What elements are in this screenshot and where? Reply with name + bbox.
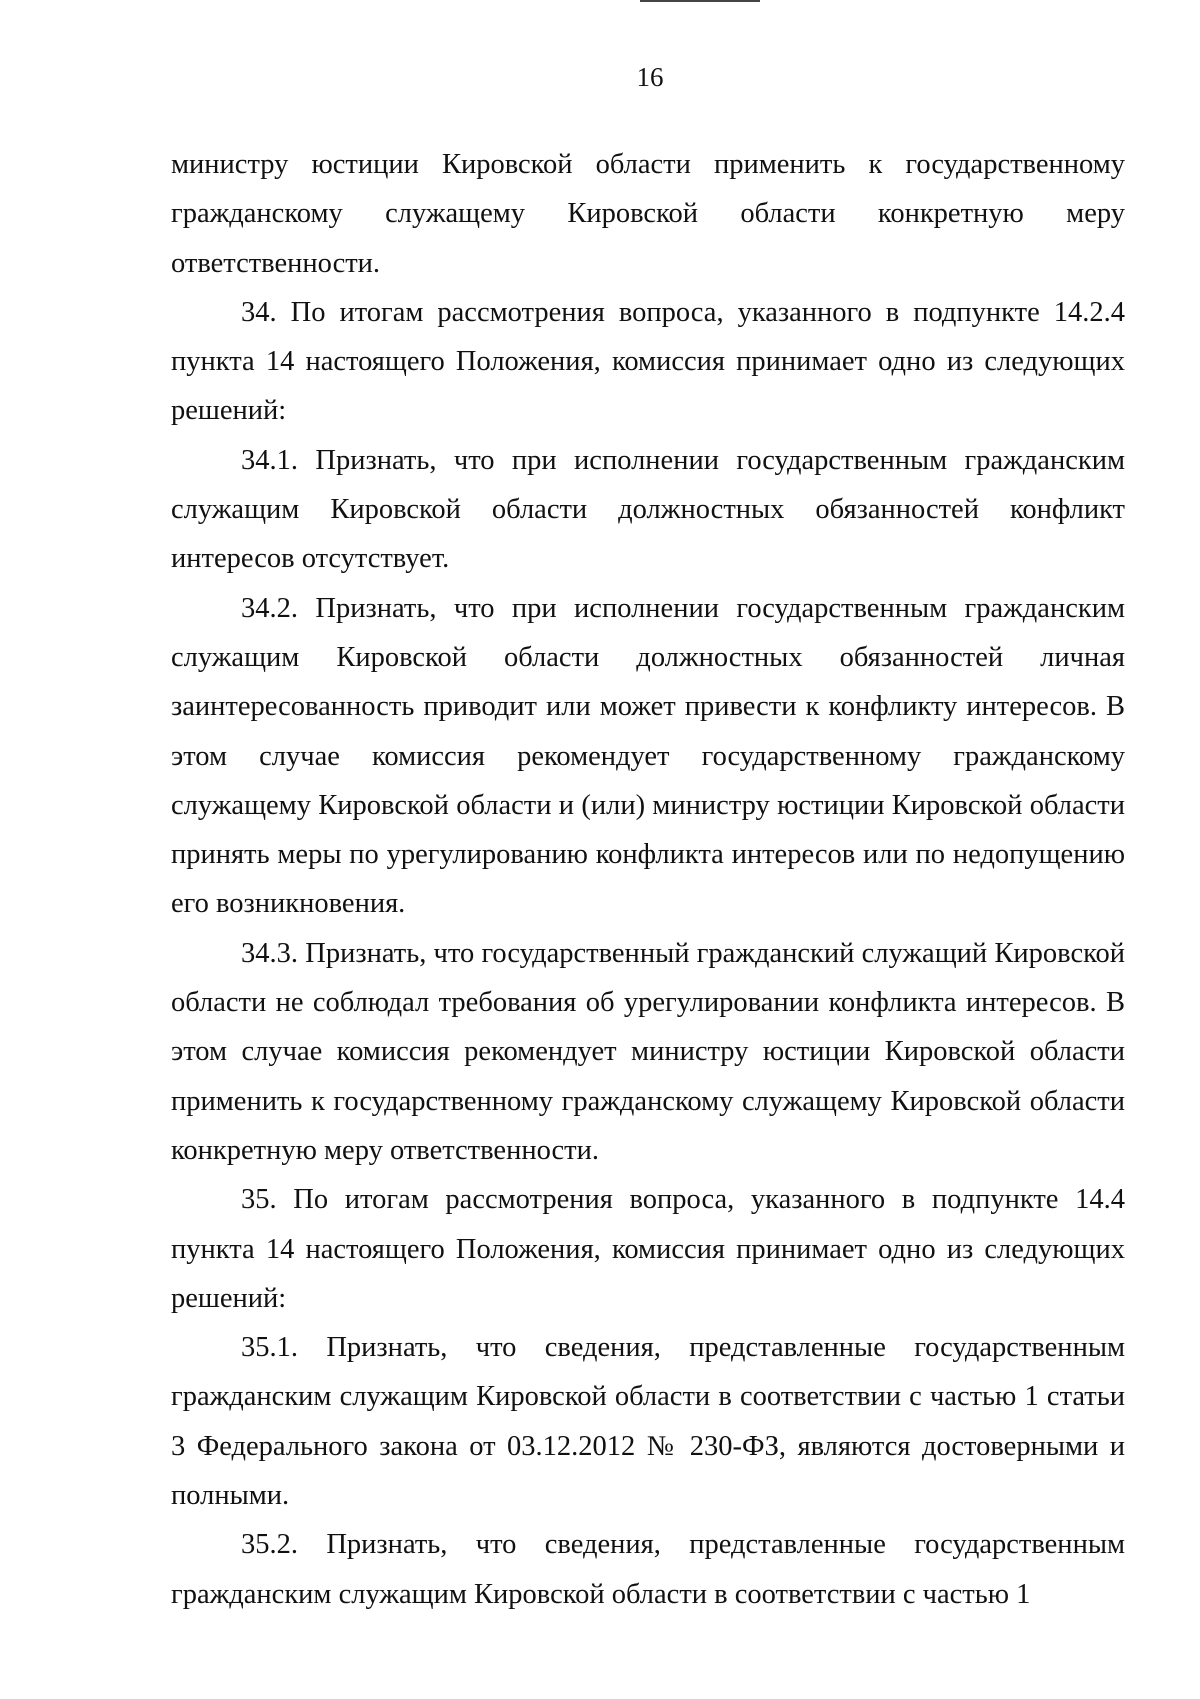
document-body [171,140,1125,1619]
scan-edge-mark [640,0,760,2]
paragraph-34-2: 34.2. Признать, что при исполнении государственным гражданским служащим Кировской области должностных обязанностей личная заинтересованность приводит или может привести к конфликту интересов. В этом случае комиссия рекомендует государственному гражданскому служащему Кировской области и (или) министру юстиции Кировской области принять меры по урегулированию конфликта интересов или по недопущению его возникновения. [171,592,1125,920]
paragraph-35-2: 35.2. Признать, что сведения, представленные государственным гражданским служащим Кировской области в соответствии с частью 1 [171,1529,1125,1610]
paragraph-35: 35. По итогам рассмотрения вопроса, указанного в подпункте 14.4 пункта 14 настоящего Положения, комиссия принимает одно из следующих решений: [171,1184,1125,1314]
paragraph-34: 34. По итогам рассмотрения вопроса, указанного в подпункте 14.2.4 пункта 14 настоящего Положения, комиссия принимает одно из следующих решений: [171,296,1125,427]
paragraph-35-1: 35.1. Признать, что сведения, представленные государственным гражданским служащим Кировской области в соответствии с частью 1 статьи 3 Федерального закона от 03.12.2012 № 230-ФЗ, являются достоверными и полными. [171,1332,1125,1512]
page-number: 16 [636,62,664,92]
paragraph-continuation: министру юстиции Кировской области применить к государственному гражданскому служащему Кировской области конкретную меру ответственности. [171,149,1125,279]
paragraph-34-1: 34.1. Признать, что при исполнении государственным гражданским служащим Кировской области должностных обязанностей конфликт интересов отсутствует. [171,444,1125,575]
paragraph-34-3: 34.3. Признать, что государственный гражданский служащий Кировской области не соблюдал требования об урегулировании конфликта интересов. В этом случае комиссия рекомендует министру юстиции Кировской области применить к государственному гражданскому служащему Кировской области конкретную меру ответственности. [171,937,1125,1166]
